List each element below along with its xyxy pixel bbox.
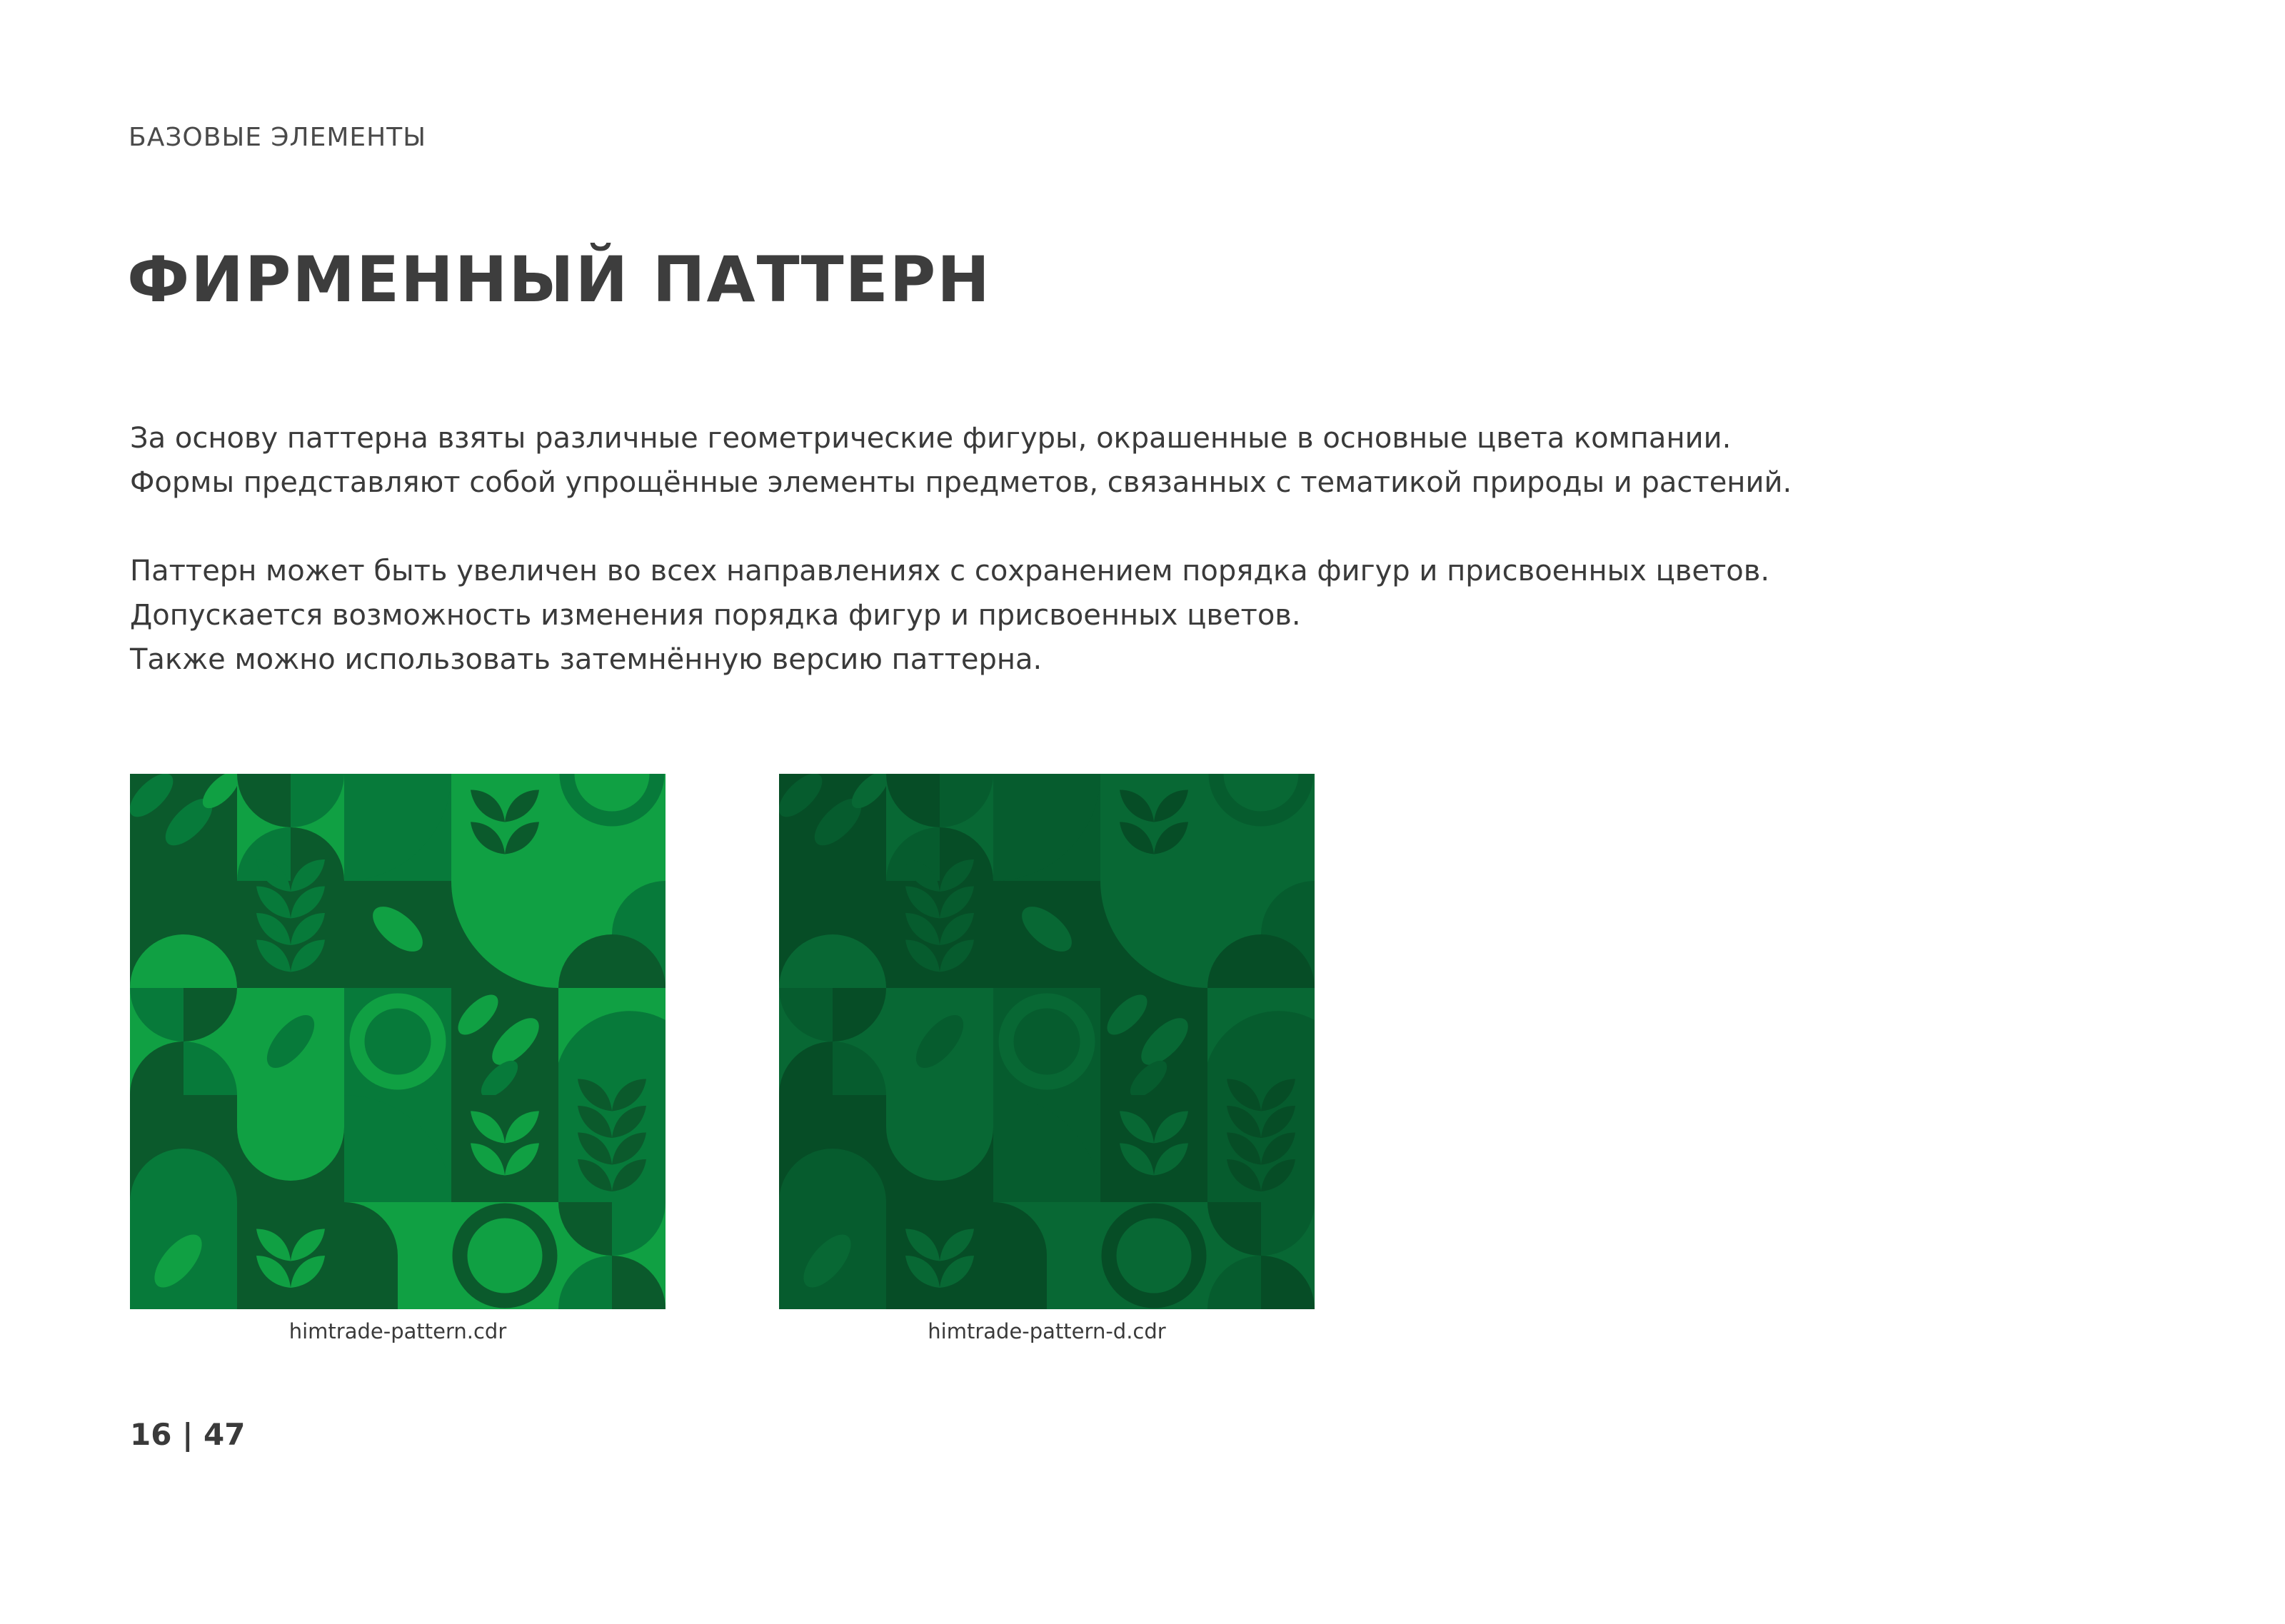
page-number: 16 | 47 bbox=[130, 1417, 246, 1452]
description-text bbox=[130, 416, 2201, 682]
description-line: Допускается возможность изменения порядка фигур и присвоенных цветов. bbox=[130, 599, 1301, 632]
brand-pattern-light bbox=[130, 774, 666, 1309]
description-line: Формы представляют собой упрощённые элементы предметов, связанных с тематикой природы и растений. bbox=[130, 466, 1792, 499]
description-line: Также можно использовать затемнённую версию паттерна. bbox=[130, 643, 1043, 676]
pattern-file-caption: himtrade-pattern-d.cdr bbox=[928, 1319, 1166, 1343]
section-label: БАЗОВЫЕ ЭЛЕМЕНТЫ bbox=[129, 123, 426, 152]
description-line: Паттерн может быть увеличен во всех направлениях с сохранением порядка фигур и присвоенных цветов. bbox=[130, 555, 1770, 587]
pattern-file-caption: himtrade-pattern.cdr bbox=[288, 1319, 507, 1343]
page-title: ФИРМЕННЫЙ ПАТТЕРН bbox=[127, 243, 991, 316]
description-line: За основу паттерна взяты различные геометрические фигуры, окрашенные в основные цвета компании. bbox=[130, 422, 1732, 455]
brand-pattern-dark bbox=[779, 774, 1315, 1309]
